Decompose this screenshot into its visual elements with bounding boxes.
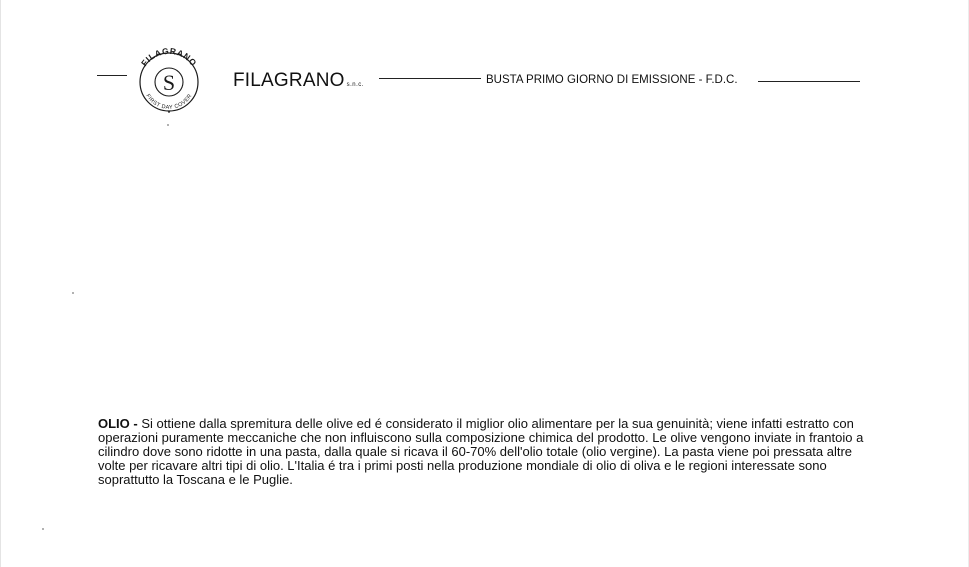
header-rule-right — [758, 81, 860, 82]
brand-name: FILAGRANO — [233, 70, 345, 91]
header-caption: BUSTA PRIMO GIORNO DI EMISSIONE - F.D.C. — [486, 74, 738, 86]
seal-monogram: S — [162, 70, 176, 95]
header-rule-left — [97, 75, 127, 76]
paper-speck — [72, 292, 74, 294]
paper-speck — [167, 124, 169, 126]
seal-bottom-text: FIRST DAY COVER — [144, 93, 194, 111]
brand — [233, 70, 364, 92]
paper-speck — [42, 528, 44, 530]
seal-top-text: FILAGRANO — [139, 46, 199, 69]
filagrano-seal-logo — [130, 46, 208, 114]
header-rule-middle — [379, 78, 481, 79]
description-text: Si ottiene dalla spremitura delle olive ed é considerato il miglior olio alimentare per la sua genuinità; viene infatti estratto con operazioni puramente meccaniche che non influiscono sulla composizione chimica del prodotto. Le olive vengono inviate in frantoio a cilindro dove sono ridotte in una pasta, dalla quale si ricava il 60-70% dell'olio totale (olio vergine). La pasta viene poi pressata altre volte per ricavare altri tipi di olio. L'Italia é tra i primi posti nella produzione mondiale di olio di oliva e le regioni interessate sono soprattutto la Toscana e le Puglie. — [98, 416, 864, 487]
description-paragraph — [98, 417, 868, 487]
brand-suffix: s.n.c. — [346, 82, 364, 88]
description-heading: OLIO - — [98, 416, 138, 431]
